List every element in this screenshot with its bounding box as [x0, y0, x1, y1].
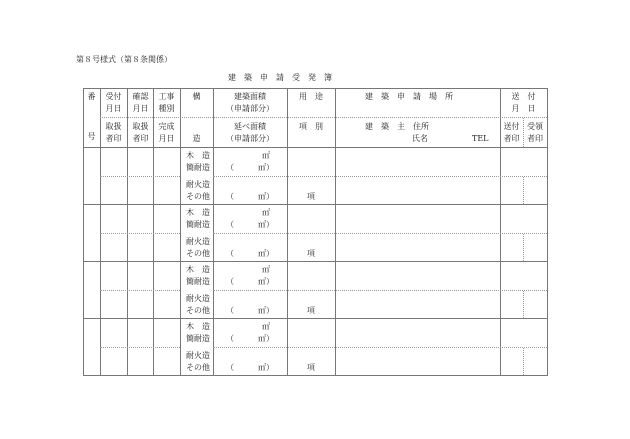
use-ko-label: 項 — [307, 363, 315, 372]
kozo-option: その他 — [186, 192, 210, 201]
kozo-option: その他 — [186, 363, 210, 372]
area-unit: ㎡ — [262, 208, 270, 217]
use-ko-label: 項 — [307, 306, 315, 315]
header-nushi: 建 築 主 住所 — [365, 122, 429, 131]
header-uketsuke: 月日 — [105, 104, 122, 113]
header-kansei: 完成 — [158, 122, 175, 131]
kozo-option: 簡耐造 — [186, 334, 210, 343]
group-divider — [83, 204, 547, 205]
header-kakunin: 月日 — [132, 104, 149, 113]
area-unit-paren: （ ㎡） — [226, 163, 274, 172]
area-unit: ㎡ — [262, 322, 270, 331]
row-dotted-divider — [100, 176, 180, 177]
header-basho: 建 築 申 請 場 所 — [365, 92, 453, 101]
header-sofu-sha: 者印 — [503, 134, 520, 143]
kozo-option: 簡耐造 — [186, 220, 210, 229]
header-ban: 番 — [87, 92, 96, 101]
header-menseki: 建築面積 — [234, 92, 266, 101]
row-dotted-divider — [100, 290, 180, 291]
floor-area-unit-paren: （ ㎡） — [226, 363, 274, 372]
area-unit-paren: （ ㎡） — [226, 334, 274, 343]
table-border-bottom — [83, 375, 548, 376]
kozo-option: その他 — [186, 306, 210, 315]
row-dotted-split — [523, 177, 524, 204]
header-toriatsukai2: 取扱 — [132, 122, 149, 131]
kozo-option: その他 — [186, 249, 210, 258]
header-koji: 種別 — [158, 104, 175, 113]
header-tel: TEL — [472, 134, 489, 143]
kozo-option: 木 造 — [186, 208, 210, 217]
header-sofu: 月 日 — [511, 104, 536, 113]
header-nobe: 延べ面積 — [234, 122, 266, 131]
header-dotted-divider — [100, 117, 547, 118]
header-nobe: （申請部分） — [226, 134, 274, 143]
kozo-option: 耐火造 — [186, 180, 210, 189]
row-dotted-split — [523, 348, 524, 375]
floor-area-unit-paren: （ ㎡） — [226, 249, 274, 258]
header-kakunin: 確認 — [132, 92, 149, 101]
kozo-option: 木 造 — [186, 265, 210, 274]
header-kozo: 構 — [192, 92, 201, 101]
header-shimei: 氏名 — [412, 134, 428, 143]
form-label: 第８号様式（第８条関係） — [76, 55, 172, 64]
kozo-option: 木 造 — [186, 322, 210, 331]
area-unit-paren: （ ㎡） — [226, 220, 274, 229]
row-dotted-divider — [100, 233, 180, 234]
column-line — [335, 88, 336, 375]
row-dotted-divider — [213, 176, 547, 177]
header-juryo: 者印 — [527, 134, 543, 143]
column-line — [180, 88, 181, 375]
form-title: 建 築 申 請 受 発 簿 — [228, 73, 332, 82]
area-unit: ㎡ — [262, 151, 270, 160]
kozo-option: 木 造 — [186, 151, 210, 160]
kozo-option: 耐火造 — [186, 294, 210, 303]
header-juryo: 受領 — [527, 122, 543, 131]
use-ko-label: 項 — [307, 249, 315, 258]
row-dotted-divider — [213, 290, 547, 291]
header-sofu: 送 付 — [511, 92, 536, 101]
header-toriatsukai2: 者印 — [132, 134, 149, 143]
header-sofu-sha: 送付 — [503, 122, 520, 131]
use-ko-label: 項 — [307, 192, 315, 201]
area-unit: ㎡ — [262, 265, 270, 274]
floor-area-unit-paren: （ ㎡） — [226, 306, 274, 315]
header-go: 号 — [87, 132, 96, 141]
group-divider — [83, 318, 547, 319]
area-unit-paren: （ ㎡） — [226, 277, 274, 286]
kozo-option: 耐火造 — [186, 351, 210, 360]
kozo-option: 耐火造 — [186, 237, 210, 246]
header-koji: 工事 — [158, 92, 175, 101]
kozo-option: 簡耐造 — [186, 277, 210, 286]
header-toriatsukai1: 取扱 — [105, 122, 122, 131]
header-kozo: 造 — [192, 134, 201, 143]
row-dotted-divider — [100, 347, 180, 348]
header-yoto: 用 途 — [299, 92, 323, 101]
row-dotted-split — [523, 234, 524, 261]
header-kansei: 月日 — [158, 134, 175, 143]
row-dotted-divider — [213, 233, 547, 234]
column-line — [547, 88, 548, 375]
group-divider — [83, 261, 547, 262]
header-bottom-line — [83, 147, 547, 148]
header-menseki: （申請部分） — [226, 104, 274, 113]
kozo-option: 簡耐造 — [186, 163, 210, 172]
header-kobetsu: 項 別 — [299, 122, 323, 131]
row-dotted-divider — [213, 347, 547, 348]
floor-area-unit-paren: （ ㎡） — [226, 192, 274, 201]
header-toriatsukai1: 者印 — [105, 134, 122, 143]
header-uketsuke: 受付 — [105, 92, 122, 101]
row-dotted-split — [523, 291, 524, 318]
